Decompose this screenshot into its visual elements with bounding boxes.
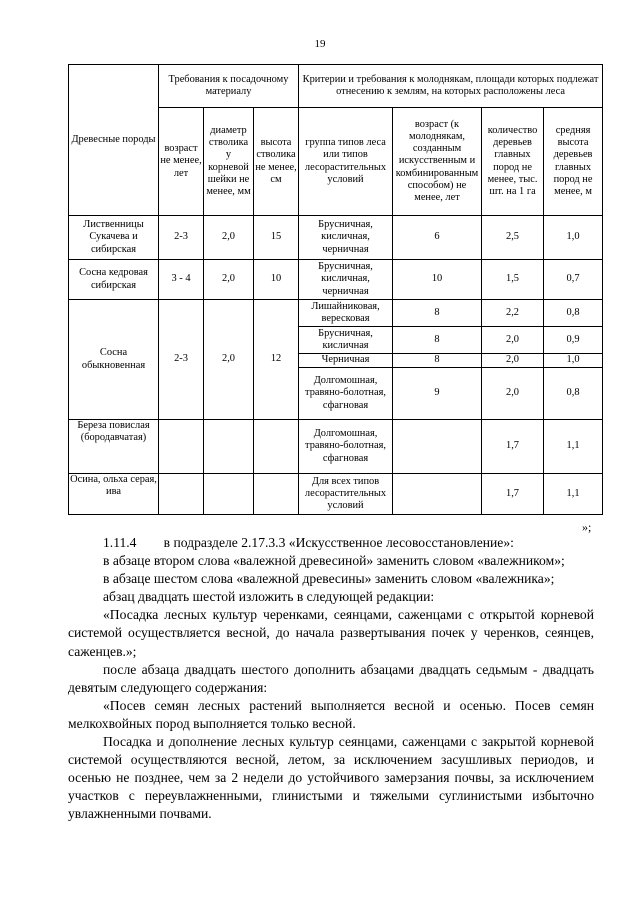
cell-young-age: 8 (393, 327, 482, 354)
cell-young-age: 8 (393, 300, 482, 327)
cell-forest-group: Черничная (299, 354, 393, 368)
cell-age: 2-3 (159, 216, 204, 260)
cell-count: 1,5 (482, 260, 544, 300)
header-height-min: высота стволика не менее, см (254, 108, 299, 216)
paragraph: в абзаце втором слова «валежной древесиной» заменить словом «валежником»; (103, 553, 565, 569)
header-forest-group: группа типов леса или типов лесорастительных условий (299, 108, 393, 216)
cell-diameter (204, 420, 254, 474)
cell-count: 2,2 (482, 300, 544, 327)
cell-young-age (393, 474, 482, 515)
cell-height: 10 (254, 260, 299, 300)
paragraph: 1.11.4 в подразделе 2.17.3.3 «Искусственное лесовосстановление»: (103, 535, 514, 550)
cell-forest-group: Лишайниковая, вересковая (299, 300, 393, 327)
header-species: Древесные породы (69, 65, 159, 216)
header-planting-material: Требования к посадочному материалу (159, 65, 299, 108)
cell-count: 2,0 (482, 327, 544, 354)
paragraph: после абзаца двадцать шестого дополнить абзацами двадцать седьмым - двадцать девятым следующего содержания: (68, 661, 594, 695)
paragraph: абзац двадцать шестой изложить в следующей редакции: (103, 589, 435, 605)
cell-young-age: 8 (393, 354, 482, 368)
cell-age (159, 474, 204, 515)
cell-forest-group: Брусничная, кисличная, черничная (299, 260, 393, 300)
cell-avg-height: 0,7 (544, 260, 603, 300)
cell-avg-height: 0,8 (544, 300, 603, 327)
cell-avg-height: 1,0 (544, 216, 603, 260)
cell-forest-group: Брусничная, кисличная, черничная (299, 216, 393, 260)
forest-requirements-table (68, 64, 603, 515)
cell-forest-group: Долгомошная, травяно-болотная, сфагновая (299, 420, 393, 474)
paragraph: Посадка и дополнение лесных культур сеянцами, саженцами с закрытой корневой системой осуществляются весной, летом, за исключением засушливых периодов, и осенью не позднее, чем за 2 недели до устойчивого замерзания почвы, за исключением участков с переувлажненными, глинистыми и тяжелыми суглинистыми избыточно увлажненными почвами. (68, 734, 594, 822)
cell-species: Береза повислая (бородавчатая) (69, 420, 159, 474)
header-young-criteria: Критерии и требования к молоднякам, площади которых подлежат отнесению к землям, на которых расположены леса (299, 65, 603, 108)
header-avg-height: средняя высота деревьев главных пород не менее, м (544, 108, 603, 216)
cell-age (159, 420, 204, 474)
cell-young-age: 6 (393, 216, 482, 260)
cell-avg-height: 0,9 (544, 327, 603, 354)
cell-diameter (204, 474, 254, 515)
header-age-min: возраст не менее, лет (159, 108, 204, 216)
table-row (69, 216, 603, 260)
paragraph: «Посев семян лесных растений выполняется весной и осенью. Посев семян мелкохвойных пород выполняется только весной. (68, 697, 594, 731)
cell-height: 15 (254, 216, 299, 260)
cell-count: 2,0 (482, 368, 544, 420)
table-row (69, 474, 603, 515)
cell-count: 1,7 (482, 474, 544, 515)
cell-species: Лиственницы Сукачева и сибирская (69, 216, 159, 260)
cell-count: 1,7 (482, 420, 544, 474)
cell-young-age: 10 (393, 260, 482, 300)
cell-avg-height: 0,8 (544, 368, 603, 420)
cell-forest-group: Брусничная, кисличная (299, 327, 393, 354)
cell-avg-height: 1,1 (544, 474, 603, 515)
amendment-text (68, 534, 594, 824)
cell-avg-height: 1,0 (544, 354, 603, 368)
cell-height: 12 (254, 300, 299, 420)
header-count: количество деревьев главных пород не менее, тыс. шт. на 1 га (482, 108, 544, 216)
header-diameter: диаметр стволика у корневой шейки не менее, мм (204, 108, 254, 216)
table-closing-quote: »; (582, 520, 592, 534)
cell-forest-group: Долгомошная, травяно-болотная, сфагновая (299, 368, 393, 420)
cell-species: Сосна кедровая сибирская (69, 260, 159, 300)
header-young-age: возраст (к молоднякам, созданным искусственным и комбинированным способом) не менее, лет (393, 108, 482, 216)
cell-diameter: 2,0 (204, 300, 254, 420)
table-row (69, 300, 603, 327)
cell-height (254, 474, 299, 515)
table-row (69, 420, 603, 474)
cell-species: Сосна обыкновенная (69, 300, 159, 420)
cell-height (254, 420, 299, 474)
cell-diameter: 2,0 (204, 216, 254, 260)
cell-forest-group: Для всех типов лесорастительных условий (299, 474, 393, 515)
table-row (69, 260, 603, 300)
cell-count: 2,0 (482, 354, 544, 368)
paragraph: «Посадка лесных культур черенками, сеянцами, саженцами с открытой корневой системой осуществляется весной, до начала развертывания почек у черенков, сеянцев, саженцев.»; (68, 607, 594, 659)
cell-diameter: 2,0 (204, 260, 254, 300)
paragraph: в абзаце шестом слова «валежной древесины» заменить словом «валежника»; (103, 571, 555, 587)
cell-species: Осина, ольха серая, ива (69, 474, 159, 515)
cell-count: 2,5 (482, 216, 544, 260)
cell-young-age: 9 (393, 368, 482, 420)
cell-age: 3 - 4 (159, 260, 204, 300)
cell-avg-height: 1,1 (544, 420, 603, 474)
page-number: 19 (314, 38, 326, 50)
cell-young-age (393, 420, 482, 474)
cell-age: 2-3 (159, 300, 204, 420)
